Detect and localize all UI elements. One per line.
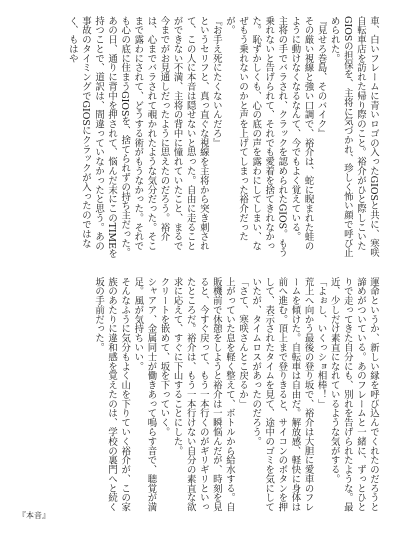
paragraph: シャアア、金属同士が働きあって鳴らす音で、聴覚が満足。風が気持ちいい。 [132,277,157,512]
paragraph: あの日、通りに背中を押されて、悩んだ末にこのTIMEを持つことで、道訳は、間違っていなかったと思う。あの事故のタイミングでGIOSにクラックが入ったのではなく、もはや [66,16,118,259]
paragraph: その厳い視線と強い口調で、裕介は、蛇に睨まれた蛙のように動けなくなるなんて、今でもよく覚えている。 [289,16,314,251]
paragraph: 「さて、寒咲さんとこ戻るか」 [237,277,249,409]
paragraph: というセリフと、真っ直ぐな視線を主将から突き刺されて、この人に本音は隠せないと思った。自由に走ることができない不満、主将の背中に憧れていたこと、まるで今までがお見通しだったように思えたのだろう。裕介は、心までバラされて覗かれたような気分だった。そこまで露わにされて、どうする術がもうなかった。それでも心の底に住まうGIOSを、捨てられずの持ち主だった。 [119,16,209,258]
paragraph: 上がっていた息を軽く整えて、ボトルから給水する。自販機前で休憩をしようと裕介は一瞬悩んだが、時刻を見ると、今すぐ戻って、もう一本行くのがギリギリといったところだ。裕介は、もう一本行けない自分の素直な欲求に応えて、すぐに下山することにした。 [171,277,235,512]
paragraph: 「よぉし、いくっショ相棒！」 [315,277,327,409]
paragraph: そんなふうに気分もよく山を下りていく裕介が、この家族のあたりに違和感を覚えたのは、学校の裏門へと続く坂の手前だった。 [93,277,131,512]
text-block-bottom [20,277,380,521]
paragraph: クリートを嵌めて、坂を下っていく。 [158,277,170,437]
paragraph: 『見せろ巻島、そのバイク』 [315,16,327,139]
text-block-top [20,16,380,260]
paragraph: 主将の手でバラされ、クラックを認められたGIOS。もう乗れないと告げられて、それでも愛着を捨てきれなかった。恥ずかしくも、心の底の声を露わにしてしまい、なぜもう乗れないのかと声を上げてしまった裕介だったが。 [223,16,288,258]
page-footer-title: 『本音』 [18,511,50,520]
paragraph: 『お手え死にたくないんだろ』 [210,16,222,148]
paragraph: 運命というか、新しい縁を呼び込んでくれたのだろうと諦めがついている。あのフレームと一緒に、ずっとひとりで走ってきた自分にも、別れを告げられたような。最近、少しだけ素直になれているような気がする。 [328,277,379,512]
paragraph: 荒上へ向かう最後の登り坂で、裕介は大胆に愛車のフレームを傾けた。自転車は自由だ。解放感、軽快に身体は前へ進む。頂上まで登りきると、サイコンのボタンを押して、表示されたタイムを見て、途中のゴミを気にしていたが、タイムロスがあったのだろう。 [250,277,314,512]
paragraph: 車、白いフレームに青いロゴの入ったGIOSと共に、寒咲自転車店を訪れた帰り際のこと。裕介がひと際しこいたGIOSの担保を、主将に気づかれ、珍しく怖い顔で呼び止められた。 [328,16,379,258]
